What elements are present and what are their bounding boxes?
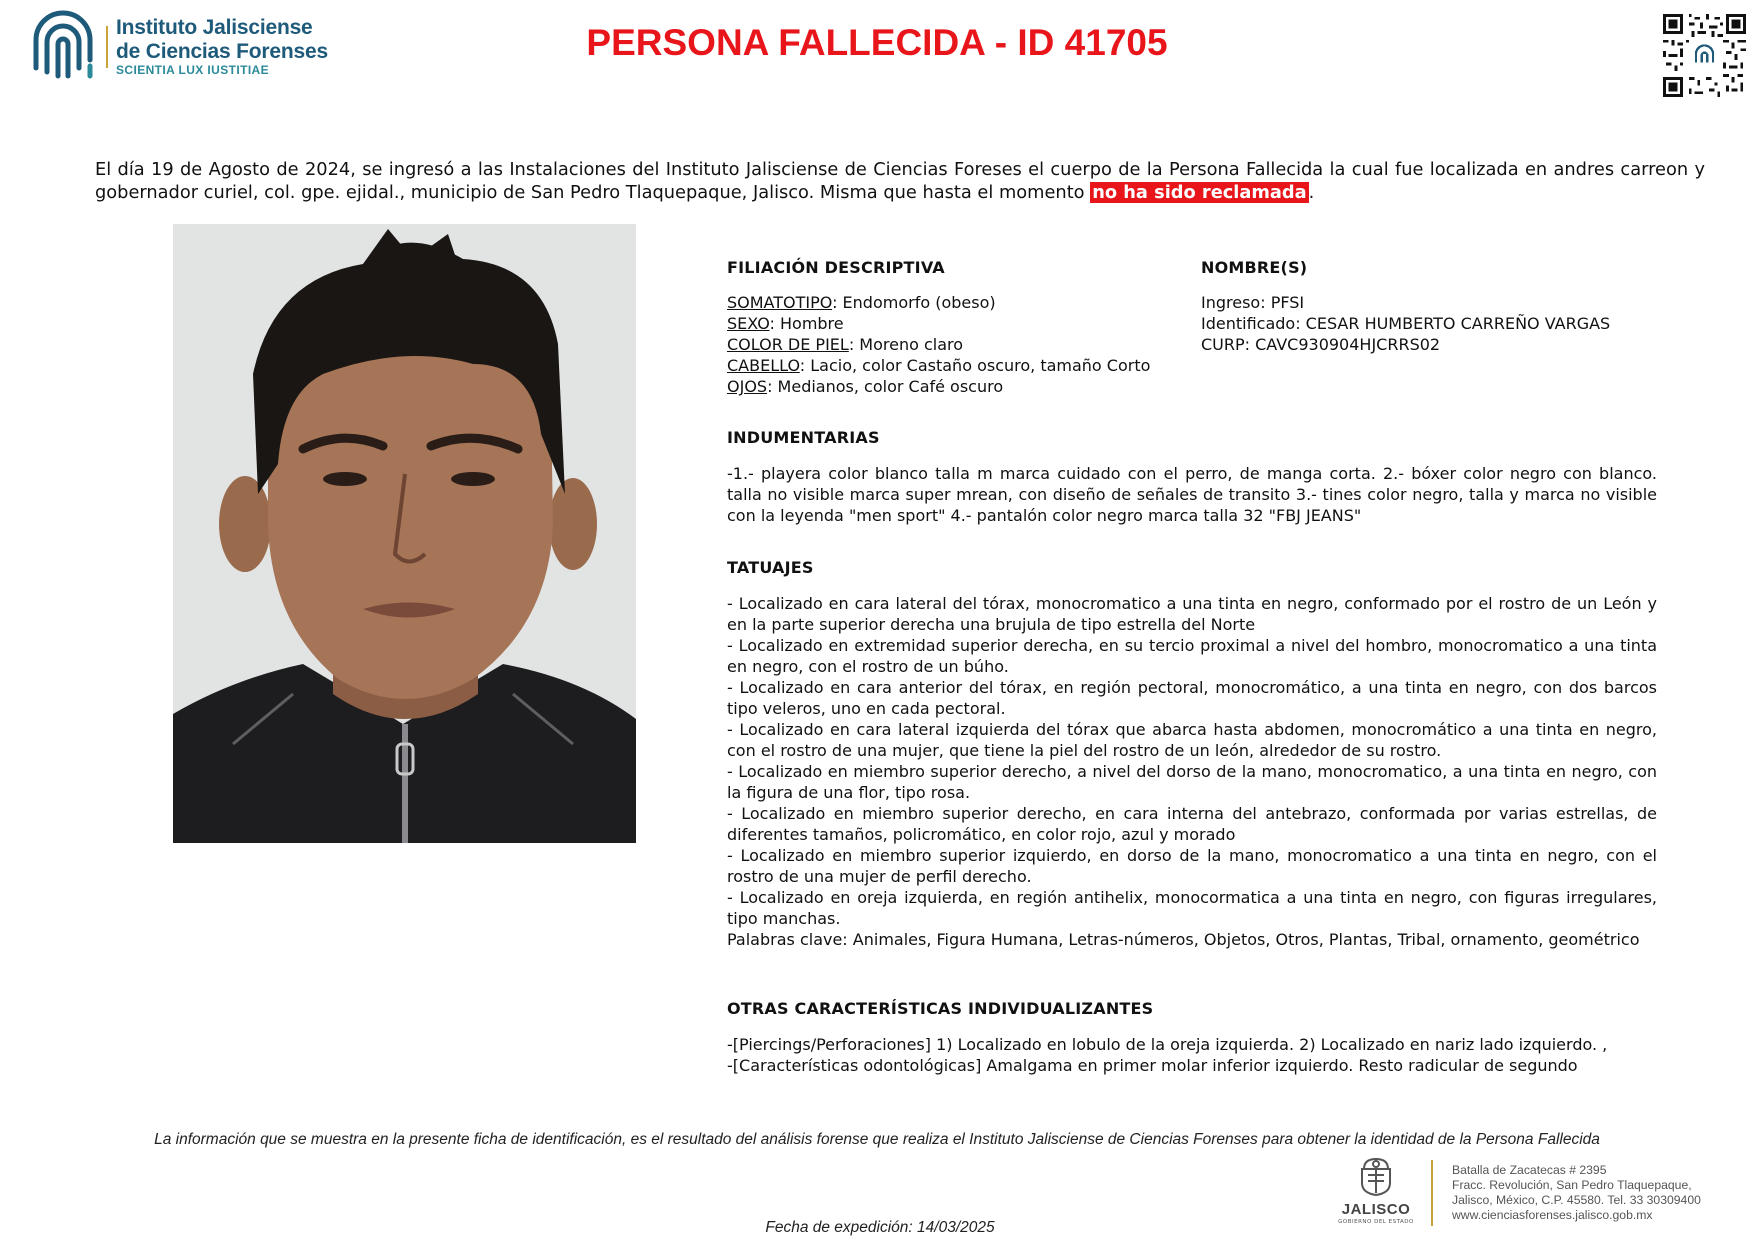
cabello-value: : Lacio, color Castaño oscuro, tamaño Corto (799, 356, 1151, 375)
tatuajes-section (727, 558, 1657, 950)
jalisco-sub-label: GOBIERNO DEL ESTADO (1338, 1219, 1414, 1225)
address-line: Fracc. Revolución, San Pedro Tlaquepaque, (1452, 1178, 1692, 1192)
tatuaje-item: - Localizado en miembro superior derecho, a nivel del dorso de la mano, monocromatico, a una tinta en negro, con la figura de una flor, tipo rosa. (727, 762, 1657, 802)
qr-code-icon[interactable] (1663, 14, 1746, 97)
indumentarias-text: -1.- playera color blanco talla m marca cuidado con el perro, de manga corta. 2.- bóxer color negro con blanco. talla no visible marca super mrean, con diseño de señales de transito 3.- tines color negro, talla y marca no visible con la leyenda "men sport" 4.- pantalón color negro marca talla 32 "FBJ JEANS" (727, 464, 1657, 525)
ojos-label: OJOS (727, 377, 768, 396)
intro-text-end: . (1308, 182, 1315, 203)
indumentarias-section (727, 428, 1657, 526)
footer-separator (1431, 1160, 1433, 1226)
page-title: PERSONA FALLECIDA - ID 41705 (586, 22, 1168, 63)
tatuaje-item: - Localizado en cara lateral del tórax, monocromatico a una tinta en negro, conformado por el rostro de un León y en la parte superior derecha una brujula de tipo estrella del Norte (727, 594, 1657, 634)
nombres-title: NOMBRE(S) (1201, 258, 1308, 277)
tatuaje-item: - Localizado en extremidad superior derecha, en su tercio proximal a nivel del hombro, monocromatico a una tinta en negro, con el rostro de un búho. (727, 636, 1657, 676)
ojos-row (727, 376, 1187, 397)
disclaimer-note: La información que se muestra en la presente ficha de identificación, es el resultado del análisis forense que realiza el Instituto Jalisciense de Ciencias Forenses para obtener la identidad de la Persona Fallecida (154, 1131, 1600, 1148)
otras-title: OTRAS CARACTERÍSTICAS INDIVIDUALIZANTES (727, 999, 1154, 1018)
cabello-label: CABELLO (727, 356, 800, 375)
jalisco-government-logo (1330, 1155, 1420, 1230)
tatuajes-title: TATUAJES (727, 558, 814, 577)
filiacion-title: FILIACIÓN DESCRIPTIVA (727, 258, 945, 277)
identificado-line: Identificado: CESAR HUMBERTO CARREÑO VARGAS (1201, 314, 1611, 333)
somatotipo-label: SOMATOTIPO (727, 293, 833, 312)
address-block (1452, 1163, 1752, 1223)
intro-paragraph (95, 158, 1705, 204)
org-name-line1: Instituto Jalisciense (116, 16, 313, 39)
otras-text (727, 1034, 1657, 1075)
tatuaje-item: - Localizado en miembro superior derecho, en cara interna del antebrazo, conformada por varias estrellas, de diferentes tamaños, policromático, en color rojo, azul y morado (727, 804, 1657, 844)
indumentarias-title: INDUMENTARIAS (727, 428, 880, 447)
deceased-person-photo (173, 224, 636, 843)
tatuaje-item: - Localizado en cara anterior del tórax, en región pectoral, monocromático, a una tinta en negro, con dos barcos tipo veleros, uno en cada pectoral. (727, 678, 1657, 718)
palabras-clave: Palabras clave: Animales, Figura Humana, Letras-números, Objetos, Otros, Plantas, Tribal, ornamento, geométrico (727, 930, 1640, 949)
tatuaje-item: - Localizado en cara lateral izquierda del tórax que abarca hasta abdomen, monocromático a una tinta en negro, con el rostro de una mujer, que tiene la piel del rostro de un león, alrededor de su rostro. (727, 720, 1657, 760)
cabello-row (727, 355, 1187, 376)
address-line: Batalla de Zacatecas # 2395 (1452, 1163, 1607, 1177)
org-motto: SCIENTIA LUX IUSTITIAE (116, 63, 270, 77)
tatuaje-item: - Localizado en miembro superior izquierdo, en dorso de la mano, monocromatico a una tinta en negro, con el rostro de una mujer de perfil derecho. (727, 846, 1657, 886)
website-link[interactable]: www.cienciasforenses.jalisco.gob.mx (1452, 1208, 1653, 1222)
odontologicas-line: -[Características odontológicas] Amalgama en primer molar inferior izquierdo. Resto radicular de segundo (727, 1056, 1578, 1075)
sexo-row (727, 313, 1187, 334)
tatuajes-list (727, 593, 1657, 950)
issue-date: Fecha de expedición: 14/03/2025 (765, 1219, 995, 1236)
color-piel-row (727, 334, 1187, 355)
ojos-value: : Medianos, color Café oscuro (767, 377, 1004, 396)
jalisco-label: JALISCO (1341, 1201, 1411, 1218)
unclaimed-status-highlight: no ha sido reclamada (1092, 182, 1307, 203)
somatotipo-value: : Endomorfo (obeso) (832, 293, 996, 312)
filiacion-section (727, 258, 1187, 397)
ingreso-line: Ingreso: PFSI (1201, 293, 1305, 312)
nombres-section (1201, 258, 1681, 355)
address-line: Jalisco, México, C.P. 45580. Tel. 33 30309400 (1452, 1193, 1701, 1207)
otras-caracteristicas-section (727, 999, 1657, 1075)
piercings-line: -[Piercings/Perforaciones] 1) Localizado en lobulo de la oreja izquierda. 2) Localizado en nariz lado izquierdo. , (727, 1035, 1608, 1054)
somatotipo-row (727, 292, 1187, 313)
color-piel-value: : Moreno claro (848, 335, 964, 354)
curp-line: CURP: CAVC930904HJCRRS02 (1201, 335, 1441, 354)
sexo-label: SEXO (727, 314, 770, 333)
tatuaje-item: - Localizado en oreja izquierda, en región antihelix, monocormatica a una tinta en negro, con figuras irregulares, tipo manchas. (727, 888, 1657, 928)
jalisco-seal-icon (1356, 1155, 1396, 1197)
color-piel-label: COLOR DE PIEL (727, 335, 849, 354)
org-name-line2: de Ciencias Forenses (116, 40, 328, 63)
sexo-value: : Hombre (769, 314, 844, 333)
intro-text: El día 19 de Agosto de 2024, se ingresó a las Instalaciones del Instituto Jalisciense de Ciencias Foreses el cuerpo de la Persona Fallecida la cual fue localizada en andres carreon y gobernador curiel, col. gpe. ejidal., municipio de San Pedro Tlaquepaque, Jalisco. Misma que hasta el momento (95, 159, 1705, 203)
